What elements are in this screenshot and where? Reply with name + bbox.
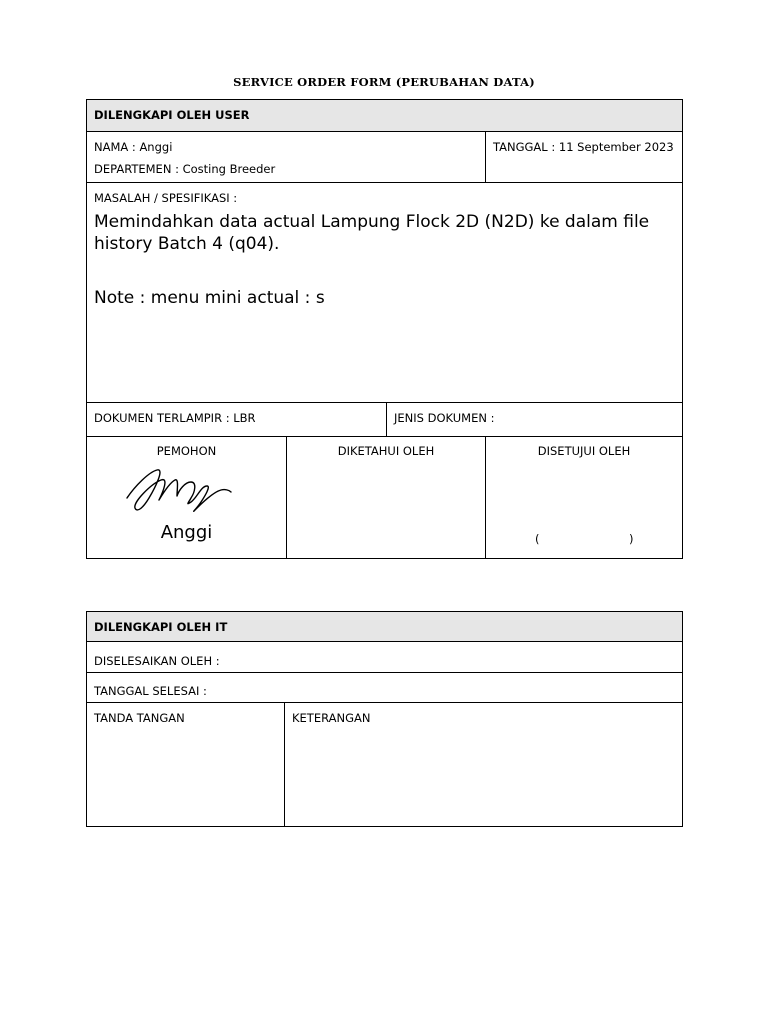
diselesaikan-row xyxy=(87,641,682,672)
user-section-header: DILENGKAPI OLEH USER xyxy=(87,100,682,131)
pemohon-cell xyxy=(87,437,286,558)
it-section-header: DILENGKAPI OLEH IT xyxy=(87,612,682,641)
identity-row xyxy=(87,131,682,182)
identity-cell xyxy=(87,132,485,182)
disetujui-paren-open: ( xyxy=(535,532,540,546)
tanggal-selesai-field: TANGGAL SELESAI : xyxy=(94,684,207,698)
tanggal-cell xyxy=(485,132,682,182)
tanggal-field: TANGGAL : 11 September 2023 xyxy=(493,140,674,154)
departemen-field: DEPARTEMEN : Costing Breeder xyxy=(94,162,276,176)
diselesaikan-field: DISELESAIKAN OLEH : xyxy=(94,654,220,668)
disetujui-cell xyxy=(485,437,682,558)
keterangan-label: KETERANGAN xyxy=(292,711,371,725)
approval-row xyxy=(87,436,682,558)
masalah-row xyxy=(87,182,682,402)
masalah-label: MASALAH / SPESIFIKASI : xyxy=(94,191,238,205)
nama-field: NAMA : Anggi xyxy=(94,140,173,154)
tanda-tangan-label: TANDA TANGAN xyxy=(94,711,185,725)
diketahui-cell xyxy=(286,437,485,558)
form-title: SERVICE ORDER FORM (PERUBAHAN DATA) xyxy=(233,75,535,89)
signature-image xyxy=(125,466,235,518)
tanggal-selesai-row xyxy=(87,672,682,702)
jenis-dokumen-field: JENIS DOKUMEN : xyxy=(394,411,495,425)
tanda-tangan-row xyxy=(87,702,682,826)
disetujui-label: DISETUJUI OLEH xyxy=(537,444,631,458)
dokumen-cell xyxy=(87,403,386,436)
dokumen-row xyxy=(87,402,682,436)
disetujui-paren-close: ) xyxy=(629,532,634,546)
jenis-dokumen-cell xyxy=(386,403,682,436)
masalah-text: Memindahkan data actual Lampung Flock 2D (N2D) ke dalam file history Batch 4 (q04). xyxy=(94,212,650,254)
keterangan-cell xyxy=(284,703,682,826)
diketahui-label: DIKETAHUI OLEH xyxy=(337,444,435,458)
pemohon-name: Anggi xyxy=(160,522,213,543)
pemohon-label: PEMOHON xyxy=(156,444,217,458)
note-text: Note : menu mini actual : s xyxy=(94,288,325,308)
tanda-tangan-cell xyxy=(87,703,284,826)
user-section-table xyxy=(86,99,683,559)
dokumen-terlampir-field: DOKUMEN TERLAMPIR : LBR xyxy=(94,411,256,425)
it-section-table xyxy=(86,611,683,827)
